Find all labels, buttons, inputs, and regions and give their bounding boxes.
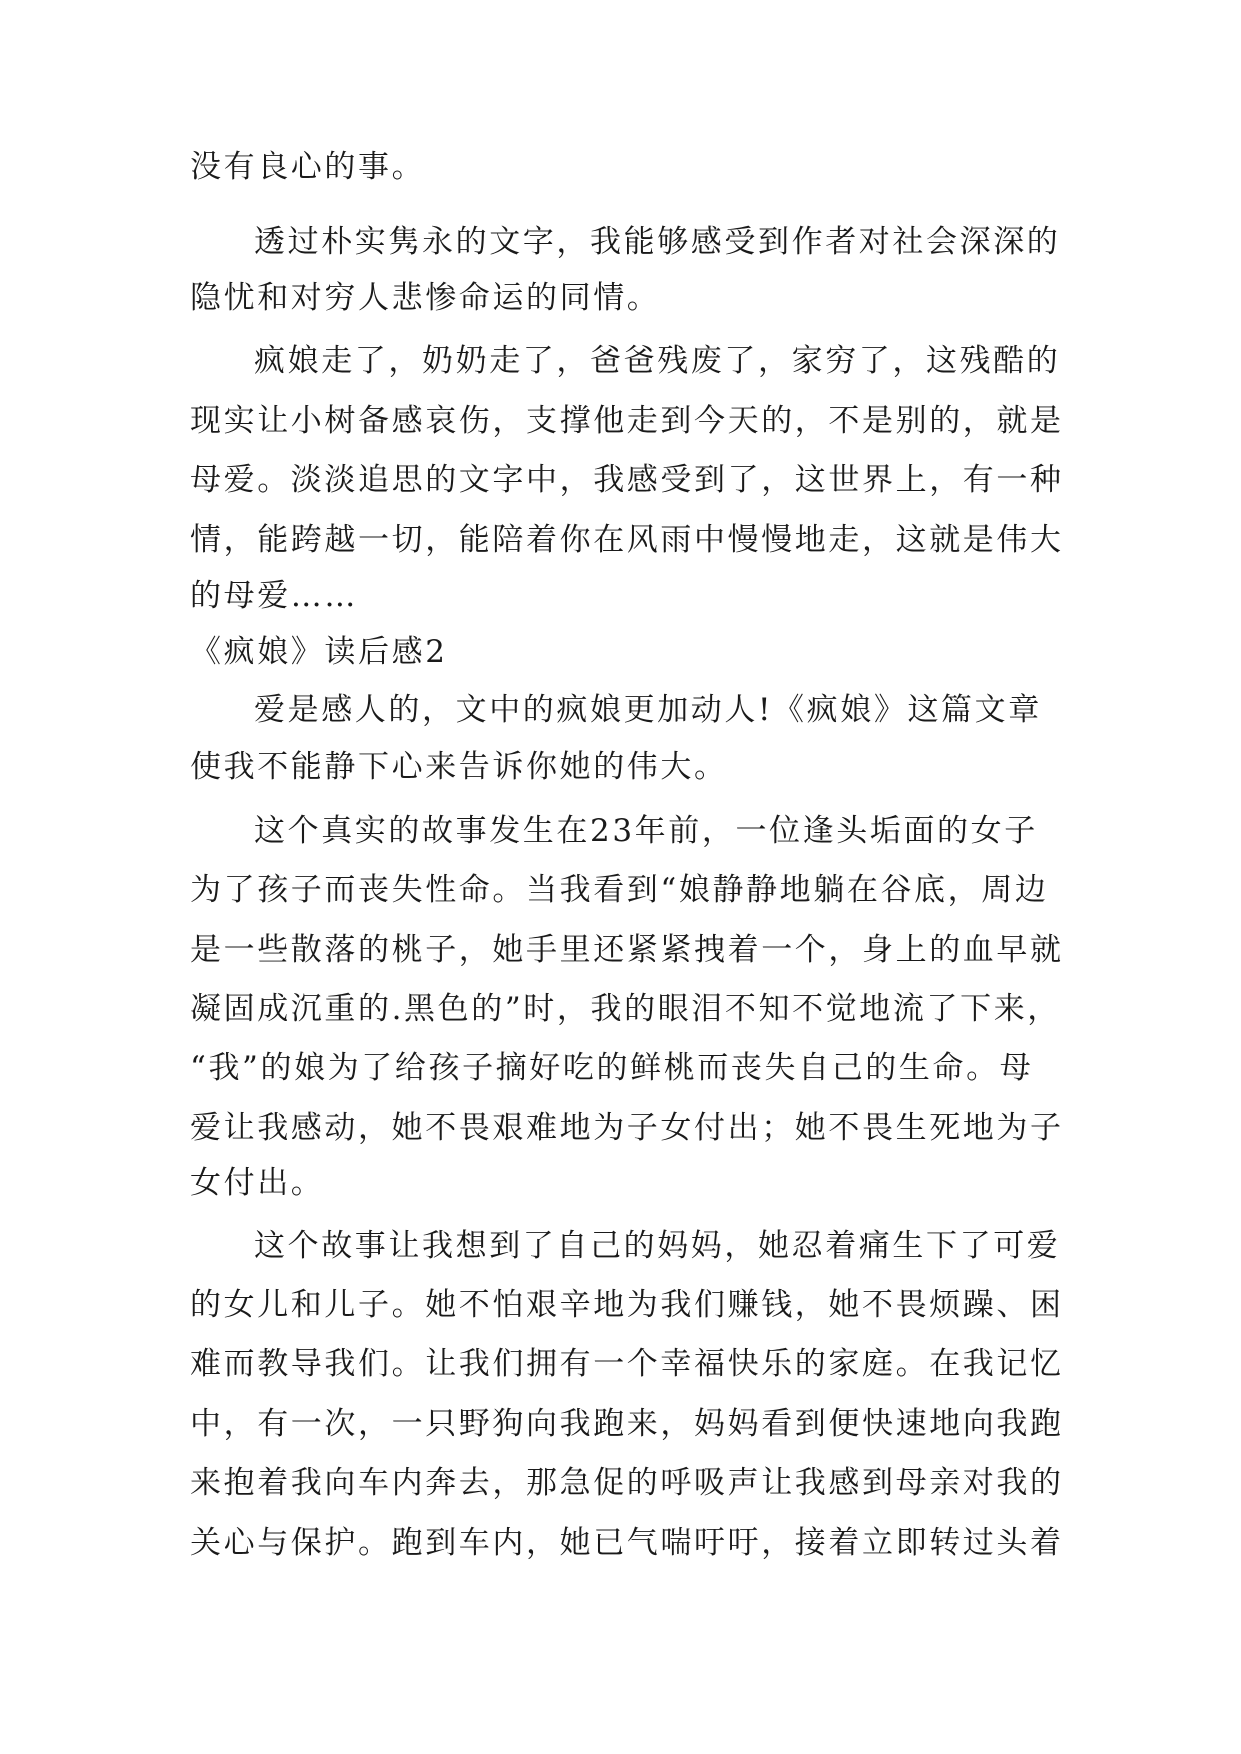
text-line: 爱是感人的，文中的疯娘更加动人!《疯娘》这篇文章 <box>254 692 1042 728</box>
text-line: 为了孩子而丧失性命。当我看到“娘静静地躺在谷底，周边 <box>190 872 1049 908</box>
text-line: 爱让我感动，她不畏艰难地为子女付出；她不畏生死地为子 <box>190 1110 1064 1146</box>
text-line: 这个真实的故事发生在23年前，一位逢头垢面的女子 <box>254 813 1038 849</box>
text-line: 是一些散落的桃子，她手里还紧紧拽着一个，身上的血早就 <box>190 932 1064 968</box>
text-line: 中，有一次，一只野狗向我跑来，妈妈看到便快速地向我跑 <box>190 1406 1064 1442</box>
text-line: “我”的娘为了给孩子摘好吃的鲜桃而丧失自己的生命。母 <box>190 1050 1034 1086</box>
text-line: 的女儿和儿子。她不怕艰辛地为我们赚钱，她不畏烦躁、困 <box>190 1287 1064 1323</box>
text-line: 母爱。淡淡追思的文字中，我感受到了，这世界上，有一种 <box>190 462 1064 498</box>
text-line: 透过朴实隽永的文字，我能够感受到作者对社会深深的 <box>254 224 1061 260</box>
text-line: 这个故事让我想到了自己的妈妈，她忍着痛生下了可爱 <box>254 1228 1061 1264</box>
text-line: 凝固成沉重的.黑色的”时，我的眼泪不知不觉地流了下来， <box>190 991 1061 1027</box>
text-line: 难而教导我们。让我们拥有一个幸福快乐的家庭。在我记忆 <box>190 1346 1064 1382</box>
text-line: 疯娘走了，奶奶走了，爸爸残废了，家穷了，这残酷的 <box>254 343 1061 379</box>
text-line: 现实让小树备感哀伤，支撑他走到今天的，不是别的，就是 <box>190 403 1064 439</box>
text-line: 没有良心的事。 <box>190 149 426 185</box>
text-line: 隐忧和对穷人悲惨命运的同情。 <box>190 280 661 316</box>
text-line: 情，能跨越一切，能陪着你在风雨中慢慢地走，这就是伟大 <box>190 522 1064 558</box>
section-heading: 《疯娘》读后感2 <box>190 634 448 670</box>
text-line: 女付出。 <box>190 1165 325 1201</box>
text-line: 来抱着我向车内奔去，那急促的呼吸声让我感到母亲对我的 <box>190 1465 1064 1501</box>
text-line: 使我不能静下心来告诉你她的伟大。 <box>190 749 728 785</box>
text-line: 的母爱…… <box>190 578 358 614</box>
text-line: 关心与保护。跑到车内，她已气喘吁吁，接着立即转过头着 <box>190 1525 1064 1561</box>
